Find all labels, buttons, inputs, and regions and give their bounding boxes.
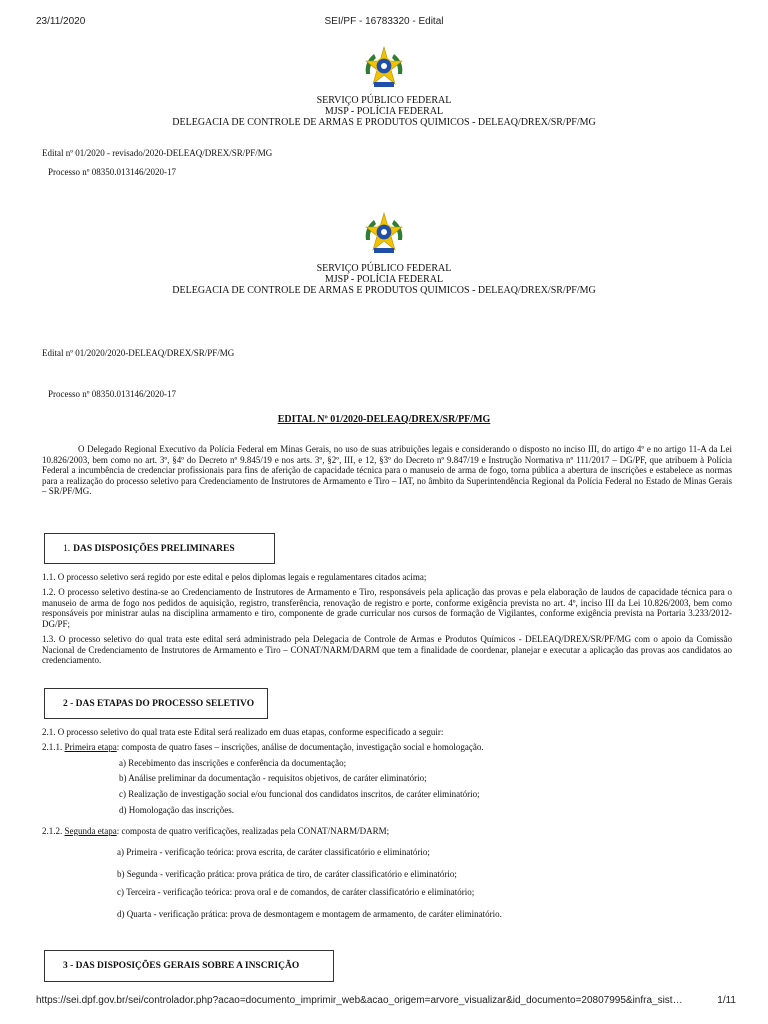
phase-2-item-c: c) Terceira - verificação teórica: prova oral e de comandos, de caráter classificatório e eliminatório; xyxy=(117,887,475,897)
print-date: 23/11/2020 xyxy=(36,16,86,27)
process-number-2: Processo nº 08350.013146/2020-17 xyxy=(48,389,177,399)
org-line-2: MJSP - POLÍCIA FEDERAL xyxy=(324,274,444,285)
phase-1-item-b: b) Análise preliminar da documentação - requisitos objetivos, de caráter eliminatório; xyxy=(119,773,427,783)
org-line-2: MJSP - POLÍCIA FEDERAL xyxy=(324,106,444,117)
org-line-1: SERVIÇO PÚBLICO FEDERAL xyxy=(316,95,452,106)
phase-2-item-b: b) Segunda - verificação prática: prova prática de tiro, de caráter classificatório e eliminatório; xyxy=(117,869,457,879)
print-title: SEI/PF - 16783320 - Edital xyxy=(324,16,444,27)
print-footer xyxy=(0,995,768,1011)
clause-1-3: 1.3. O processo seletivo do qual trata este edital será administrado pela Delegacia de Controle de Armas e Produtos Químicos - DELEAQ/DREX/SR/PF/MG com o apoio da Comissão Nacional de Credenciamento de Instrutores de Armamento e Tiro – CONAT/NARM/DARM que tem a finalidade de coordenar, planejar e executar a aplicação das provas aos candidatos ao credenciamento. xyxy=(42,634,732,665)
header-block-2 xyxy=(0,263,768,296)
phase-1-item-d: d) Homologação das inscrições. xyxy=(119,805,234,815)
clause-1-1: 1.1. O processo seletivo será regido por este edital e pelos diplomas legais e regulamentares citados acima; xyxy=(42,572,427,582)
print-header xyxy=(0,16,768,32)
section-1-title: DAS DISPOSIÇÕES PRELIMINARES xyxy=(73,543,235,554)
clause-1-2: 1.2. O processo seletivo destina-se ao Credenciamento de Instrutores de Armamento e Tiro, responsáveis pela aplicação das provas e pela elaboração de laudos de capacidade técnica para o manuseio de arma de fogo nos pedidos de aquisição, registro, transferência, renovação de registro e porte, conforme exigência prevista no art. 4º, inciso III da Lei 10.826/2003, bem como responsáveis por ministrar aulas na disciplina armamento e tiro, componente de grade curricular nos cursos de formação de Vigilantes, conforme exigência prevista na Portaria 3.233/2012-DG/PF; xyxy=(42,587,732,629)
section-2-title: 2 - DAS ETAPAS DO PROCESSO SELETIVO xyxy=(63,698,255,709)
phase-2-item-d: d) Quarta - verificação prática: prova de desmontagem e montagem de armamento, de caráter eliminatório. xyxy=(117,909,502,919)
edital-number-1: Edital nº 01/2020 - revisado/2020-DELEAQ/DREX/SR/PF/MG xyxy=(42,148,273,158)
section-1-number: 1. xyxy=(63,543,71,554)
section-3-title: 3 - DAS DISPOSIÇÕES GERAIS SOBRE A INSCRIÇÃO xyxy=(63,961,300,971)
section-1-heading xyxy=(44,533,275,564)
second-stage-label: Segunda etapa xyxy=(64,826,117,836)
org-line-3: DELEGACIA DE CONTROLE DE ARMAS E PRODUTOS QUIMICOS - DELEAQ/DREX/SR/PF/MG xyxy=(172,285,596,296)
phase-1-item-c: c) Realização de investigação social e/ou funcional dos candidatos inscritos, de caráter eliminatório; xyxy=(119,789,480,799)
clause-2-1: 2.1. O processo seletivo do qual trata este Edital será realizado em duas etapas, conforme especificado a seguir: xyxy=(42,727,444,737)
intro-paragraph: O Delegado Regional Executivo da Polícia Federal em Minas Gerais, no uso de suas atribuições legais e considerando o disposto no inciso III, do artigo 4º e no artigo 11-A da Lei 10.826/2003, bem como no art. 3º, §4º do Decreto nº 9.845/19 e nos arts. 3º, §2º, III, e 12, §3º do Decreto nº 9.847/19 e Instrução Normativa nº 111/2017 – DG/PF, que atribuem à Polícia Federal a incumbência de credenciar profissionais para fins de aferição de capacidade técnica para o manuseio de arma de fogo, torna pública a abertura de inscrições e estabelece as normas para a realização do processo seletivo para Credenciamento de Instrutores de Armamento e Tiro – IAT, no âmbito da Superintendência Regional da Polícia Federal no Estado de Minas Gerais – SR/PF/MG. xyxy=(42,444,732,496)
first-stage-label: Primeira etapa xyxy=(64,742,117,752)
phase-1-item-a: a) Recebimento das inscrições e conferência da documentação; xyxy=(119,758,347,768)
coat-of-arms-icon xyxy=(360,44,408,92)
clause-2-1-1: 2.1.1. Primeira etapa: composta de quatro fases – inscrições, análise de documentação, investigação social e homologação. xyxy=(42,742,484,752)
coat-of-arms-icon xyxy=(360,210,408,258)
clause-2-1-2: 2.1.2. Segunda etapa: composta de quatro verificações, realizadas pela CONAT/NARM/DARM; xyxy=(42,826,390,836)
section-2-heading xyxy=(44,688,268,719)
print-page-number: 1/11 xyxy=(717,995,736,1006)
org-line-3: DELEGACIA DE CONTROLE DE ARMAS E PRODUTOS QUIMICOS - DELEAQ/DREX/SR/PF/MG xyxy=(172,117,596,128)
org-line-1: SERVIÇO PÚBLICO FEDERAL xyxy=(316,263,452,274)
phase-2-item-a: a) Primeira - verificação teórica: prova escrita, de caráter classificatório e eliminatório; xyxy=(117,847,430,857)
print-url: https://sei.dpf.gov.br/sei/controlador.php?acao=documento_imprimir_web&acao_origem=arvore_visualizar&id_documento=20807995&infra_sist… xyxy=(36,995,683,1006)
edital-number-2: Edital nº 01/2020/2020-DELEAQ/DREX/SR/PF/MG xyxy=(42,348,235,358)
document-title: EDITAL Nº 01/2020-DELEAQ/DREX/SR/PF/MG xyxy=(277,414,491,425)
section-3-heading xyxy=(44,950,334,982)
process-number-1: Processo nº 08350.013146/2020-17 xyxy=(48,167,177,177)
header-block-1 xyxy=(0,95,768,128)
